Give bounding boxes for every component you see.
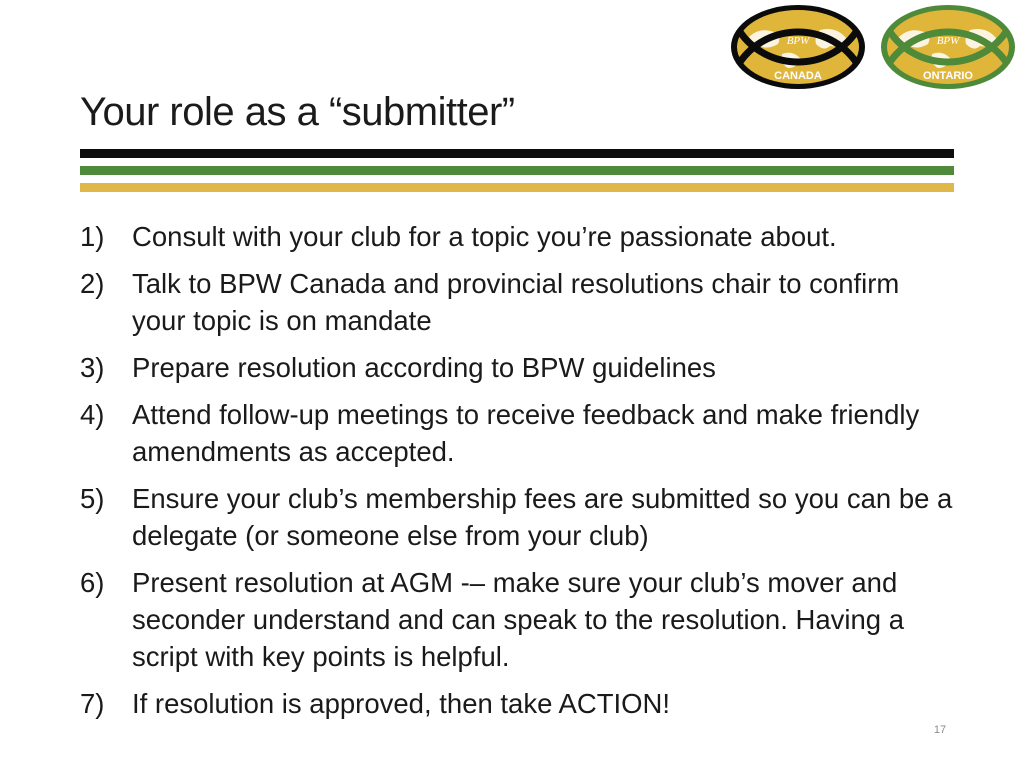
canada-logo-top-text: BPW <box>786 35 810 47</box>
list-item <box>80 564 960 675</box>
list-item <box>80 265 960 339</box>
divider-green <box>80 166 954 175</box>
list-item <box>80 396 960 470</box>
list-item-text: Consult with your club for a topic you’re passionate about. <box>132 221 837 252</box>
list-item-text: Attend follow-up meetings to receive feedback and make friendly amendments as accepted. <box>132 399 920 467</box>
list-item-number: 3) <box>80 352 105 383</box>
steps-list <box>80 218 960 732</box>
list-item <box>80 349 960 386</box>
list-item-text: Present resolution at AGM -– make sure your club’s mover and seconder understand and can speak to the resolution. Having a script with key points is helpful. <box>132 567 905 672</box>
list-item-text: Talk to BPW Canada and provincial resolutions chair to confirm your topic is on mandate <box>132 268 900 336</box>
list-item-text: Ensure your club’s membership fees are submitted so you can be a delegate (or someone else from your club) <box>132 483 953 551</box>
list-item-number: 5) <box>80 483 105 514</box>
list-item <box>80 218 960 255</box>
ontario-logo-top-text: BPW <box>936 35 960 47</box>
canada-logo-bottom-text: CANADA <box>774 70 822 82</box>
list-item-number: 6) <box>80 567 105 598</box>
list-item-number: 7) <box>80 688 105 719</box>
list-item <box>80 480 960 554</box>
bpw-ontario-logo <box>878 2 1018 92</box>
list-item-text: Prepare resolution according to BPW guidelines <box>132 352 716 383</box>
list-item-number: 1) <box>80 221 105 252</box>
logo-group <box>728 2 1018 92</box>
list-item <box>80 685 960 722</box>
divider-black <box>80 149 954 158</box>
list-item-number: 2) <box>80 268 105 299</box>
list-item-number: 4) <box>80 399 105 430</box>
ontario-logo-bottom-text: ONTARIO <box>923 70 973 82</box>
bpw-canada-logo <box>728 2 868 92</box>
page-number: 17 <box>933 724 947 736</box>
list-item-text: If resolution is approved, then take ACTION! <box>132 688 671 719</box>
slide-title: Your role as a “submitter” <box>80 90 515 134</box>
divider-gold <box>80 183 954 192</box>
